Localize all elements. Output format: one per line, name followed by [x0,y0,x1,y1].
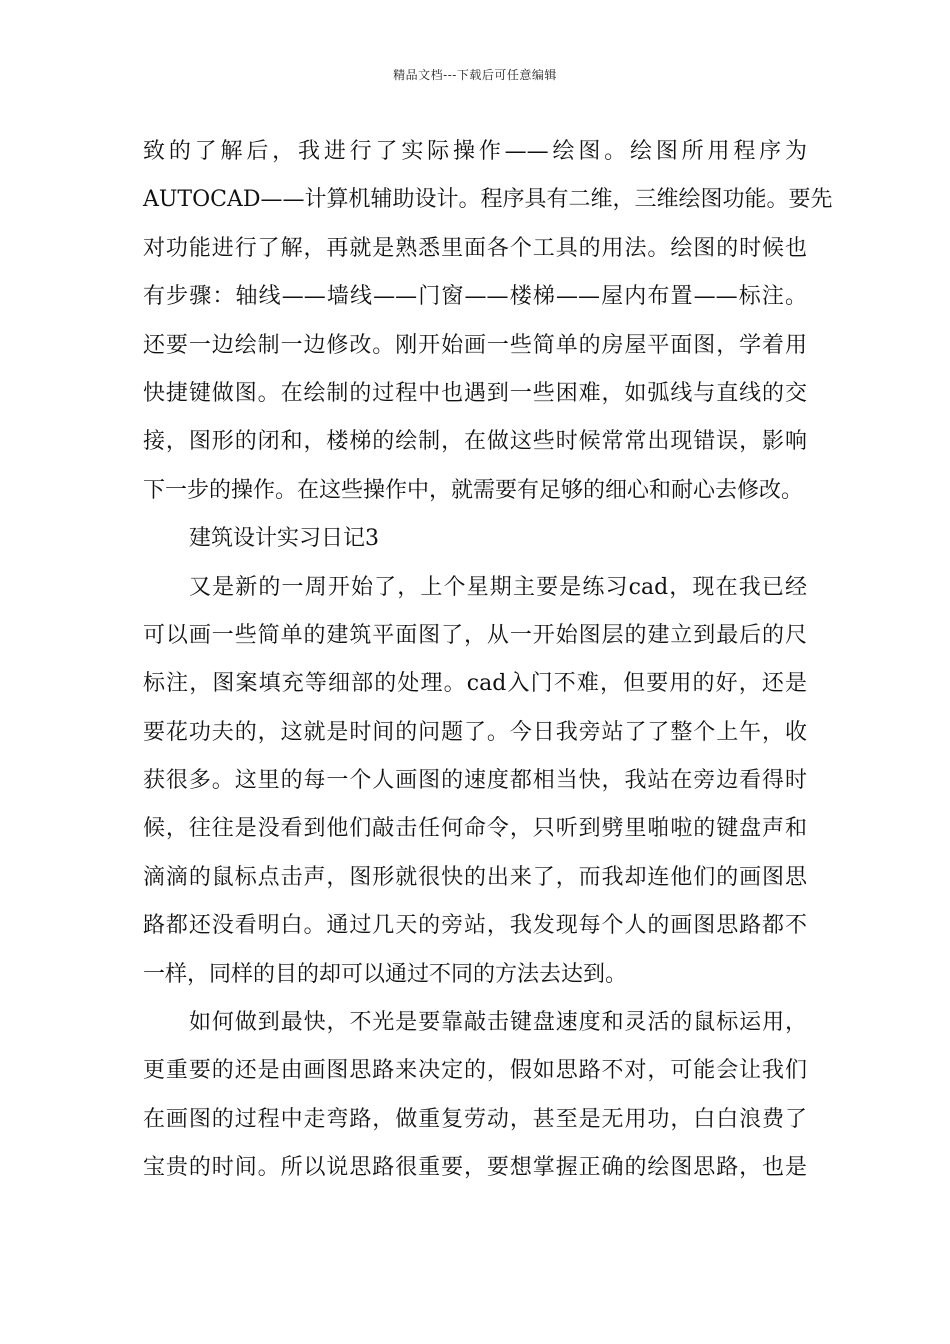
text-line: 在画图的过程中走弯路，做重复劳动，甚至是无用功，白白浪费了 [143,1106,807,1132]
text-line: 可以画一些简单的建筑平面图了，从一开始图层的建立到最后的尺 [143,622,807,648]
text-line: 还要一边绘制一边修改。刚开始画一些简单的房屋平面图，学着用 [143,332,807,358]
text-line: 更重要的还是由画图思路来决定的，假如思路不对，可能会让我们 [143,1058,807,1084]
text-line: 一样，同样的目的却可以通过不同的方法去达到。 [143,961,628,987]
text-line: 致的了解后，我进行了实际操作——绘图。绘图所用程序为 [143,139,807,164]
body-text [143,128,833,1193]
text-line: 路都还没看明白。通过几天的旁站，我发现每个人的画图思路都不 [143,913,807,939]
text-line: 候，往往是没看到他们敲击任何命令，只听到劈里啪啦的键盘声和 [143,816,807,842]
text-line: 要花功夫的，这就是时间的问题了。今日我旁站了了整个上午，收 [143,719,807,745]
section-heading: 建筑设计实习日记3 [189,526,379,552]
text-line: 又是新的一周开始了，上个星期主要是练习cad，现在我已经 [189,574,807,600]
text-line: 对功能进行了解，再就是熟悉里面各个工具的用法。绘图的时候也 [143,235,807,261]
page-header: 精品文档---下载后可任意编辑 [393,68,557,82]
text-line: 标注，图案填充等细部的处理。cad入门不难，但要用的好，还是 [143,671,807,697]
text-line: 快捷键做图。在绘制的过程中也遇到一些困难，如弧线与直线的交 [143,380,807,406]
text-line: 有步骤：轴线——墙线——门窗——楼梯——屋内布置——标注。 [143,284,807,310]
text-line: 下一步的操作。在这些操作中，就需要有足够的细心和耐心去修改。 [143,477,804,503]
text-line: 接，图形的闭和，楼梯的绘制，在做这些时候常常出现错误，影响 [143,429,807,455]
text-line: 获很多。这里的每一个人画图的速度都相当快，我站在旁边看得时 [143,768,807,794]
text-line: 如何做到最快，不光是要靠敲击键盘速度和灵活的鼠标运用， [189,1010,807,1036]
text-line: 宝贵的时间。所以说思路很重要，要想掌握正确的绘图思路，也是 [143,1155,807,1181]
text-line: 滴滴的鼠标点击声，图形就很快的出来了，而我却连他们的画图思 [143,864,807,890]
text-line: AUTOCAD——计算机辅助设计。程序具有二维，三维绘图功能。要先 [143,187,833,213]
